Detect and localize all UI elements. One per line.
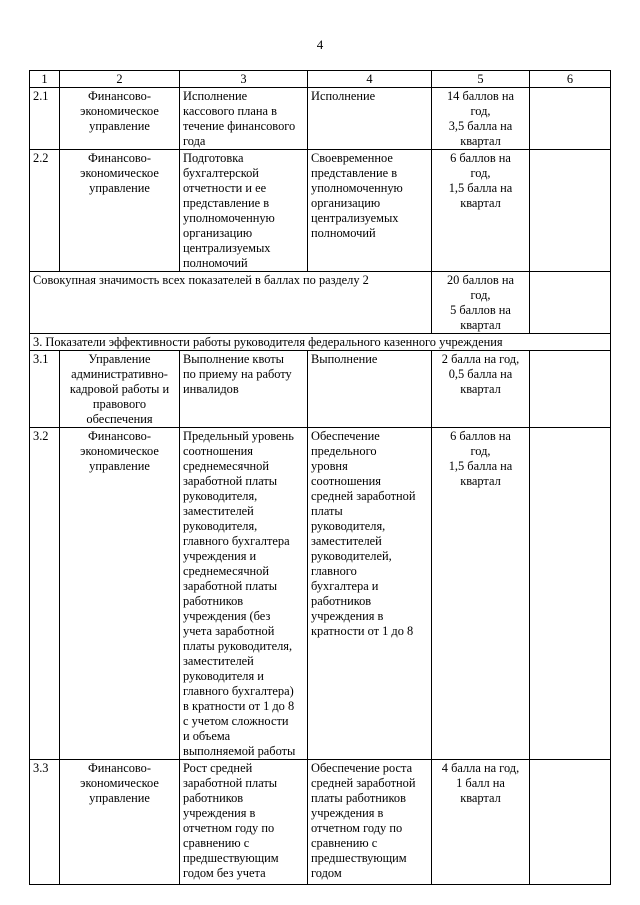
cell-line: годом без учета: [183, 866, 266, 880]
indicator-cell: [180, 351, 308, 428]
header-cell: 6: [530, 71, 611, 88]
cell-line: среднемесячной: [183, 459, 270, 473]
points-cell: [432, 88, 530, 150]
cell-line: платы работников: [311, 791, 406, 805]
cell-line: руководителя,: [183, 519, 258, 533]
cell-line: работников: [183, 791, 244, 805]
cell-line: Исполнение: [311, 89, 376, 103]
cell-line: управление: [89, 119, 150, 133]
cell-line: учреждения в: [183, 806, 256, 820]
cell-line: руководителей,: [311, 549, 392, 563]
row-number: 3.2: [30, 428, 60, 760]
cell-line: учета заработной: [183, 624, 275, 638]
page-number: 4: [316, 37, 324, 52]
cell-line: экономическое: [80, 166, 159, 180]
cell-line: Исполнение: [183, 89, 248, 103]
header-cell: 4: [308, 71, 432, 88]
cell-line: кассового плана в: [183, 104, 277, 118]
header-cell: 5: [432, 71, 530, 88]
cell-line: кратности от 1 до 8: [311, 624, 414, 638]
cell-line: заместителей: [183, 654, 254, 668]
table-row: [30, 760, 611, 885]
cell-line: Рост средней: [183, 761, 253, 775]
cell-line: год,: [470, 444, 491, 458]
cell-line: сравнению с: [311, 836, 378, 850]
cell-line: средней заработной: [311, 489, 416, 503]
cell-line: квартал: [460, 318, 501, 332]
cell-line: работников: [183, 594, 244, 608]
cell-line: Выполнение квоты: [183, 352, 284, 366]
cell-line: управление: [89, 791, 150, 805]
cell-line: заместителей: [311, 534, 382, 548]
cell-line: Финансово-: [88, 89, 151, 103]
points-cell: [432, 150, 530, 272]
cell-line: заработной платы: [183, 776, 278, 790]
cell-line: административно-: [71, 367, 168, 381]
section-3-title: 3. Показатели эффективности работы руководителя федерального казенного учреждения: [30, 334, 611, 351]
cell-line: Выполнение: [311, 352, 378, 366]
cell-line: руководителя,: [183, 489, 258, 503]
empty-cell: [530, 88, 611, 150]
cell-line: Финансово-: [88, 761, 151, 775]
cell-line: Финансово-: [88, 151, 151, 165]
cell-line: 2 балла на год,: [441, 352, 520, 366]
cell-line: платы руководителя,: [183, 639, 293, 653]
cell-line: инвалидов: [183, 382, 239, 396]
points-cell: [432, 351, 530, 428]
cell-line: по приему на работу: [183, 367, 292, 381]
cell-line: соотношения: [311, 474, 381, 488]
cell-line: предшествующим: [311, 851, 407, 865]
cell-line: главного бухгалтера): [183, 684, 294, 698]
criteria-cell: [308, 760, 432, 885]
cell-line: платы: [311, 504, 343, 518]
cell-line: руководителя,: [311, 519, 386, 533]
summary-label: Совокупная значимость всех показателей в баллах по разделу 2: [30, 272, 432, 334]
cell-line: представление в: [183, 196, 270, 210]
cell-line: 6 баллов на: [450, 151, 511, 165]
cell-line: 0,5 балла на: [448, 367, 513, 381]
department-cell: [60, 760, 180, 885]
criteria-cell: [308, 428, 432, 760]
cell-line: 20 баллов на: [446, 273, 515, 287]
cell-line: экономическое: [80, 444, 159, 458]
cell-line: правового: [92, 397, 147, 411]
summary-points: [432, 272, 530, 334]
indicator-cell: [180, 88, 308, 150]
cell-line: течение финансового: [183, 119, 296, 133]
cell-line: года: [183, 134, 206, 148]
cell-line: бухгалтерской: [183, 166, 259, 180]
section-heading-row: [30, 334, 611, 351]
cell-line: годом: [311, 866, 342, 880]
header-cell: 3: [180, 71, 308, 88]
cell-line: заработной платы: [183, 474, 278, 488]
cell-line: главного бухгалтера: [183, 534, 290, 548]
cell-line: квартал: [460, 474, 501, 488]
row-number: 3.3: [30, 760, 60, 885]
cell-line: 1,5 балла на: [448, 181, 513, 195]
cell-line: заработной платы: [183, 579, 278, 593]
cell-line: квартал: [460, 382, 501, 396]
cell-line: бухгалтера и: [311, 579, 379, 593]
cell-line: 14 баллов на: [446, 89, 515, 103]
indicator-cell: [180, 760, 308, 885]
cell-line: экономическое: [80, 776, 159, 790]
cell-line: Обеспечение: [311, 429, 380, 443]
department-cell: [60, 150, 180, 272]
cell-line: средней заработной: [311, 776, 416, 790]
cell-line: отчетном году по: [183, 821, 275, 835]
criteria-cell: [308, 88, 432, 150]
cell-line: год,: [470, 288, 491, 302]
indicator-cell: [180, 428, 308, 760]
cell-line: отчетном году по: [311, 821, 403, 835]
cell-line: учреждения в: [311, 609, 384, 623]
cell-line: уровня: [311, 459, 348, 473]
cell-line: 1 балл на: [456, 776, 505, 790]
department-cell: [60, 351, 180, 428]
indicator-cell: [180, 150, 308, 272]
summary-row: [30, 272, 611, 334]
cell-line: Предельный уровень: [183, 429, 294, 443]
cell-line: учреждения в: [311, 806, 384, 820]
cell-line: организацию: [311, 196, 381, 210]
cell-line: обеспечения: [86, 412, 153, 426]
department-cell: [60, 428, 180, 760]
cell-line: учреждения и: [183, 549, 257, 563]
cell-line: в кратности от 1 до 8: [183, 699, 295, 713]
cell-line: предельного: [311, 444, 377, 458]
criteria-cell: [308, 351, 432, 428]
cell-line: работников: [311, 594, 372, 608]
cell-line: управление: [89, 459, 150, 473]
department-cell: [60, 88, 180, 150]
cell-line: и объема: [183, 729, 231, 743]
header-cell: 1: [30, 71, 60, 88]
table-row: [30, 351, 611, 428]
empty-cell: [530, 272, 611, 334]
cell-line: квартал: [460, 196, 501, 210]
cell-line: 6 баллов на: [450, 429, 511, 443]
cell-line: учреждения (без: [183, 609, 271, 623]
header-row: [30, 71, 611, 88]
cell-line: Управление: [88, 352, 151, 366]
points-cell: [432, 760, 530, 885]
cell-line: централизуемых: [183, 241, 271, 255]
cell-line: соотношения: [183, 444, 253, 458]
row-number: 3.1: [30, 351, 60, 428]
cell-line: год,: [470, 166, 491, 180]
cell-line: уполномоченную: [183, 211, 275, 225]
empty-cell: [530, 351, 611, 428]
cell-line: 4 балла на год,: [441, 761, 520, 775]
cell-line: с учетом сложности: [183, 714, 289, 728]
empty-cell: [530, 150, 611, 272]
cell-line: централизуемых: [311, 211, 399, 225]
row-number: 2.1: [30, 88, 60, 150]
cell-line: квартал: [460, 791, 501, 805]
cell-line: экономическое: [80, 104, 159, 118]
cell-line: уполномоченную: [311, 181, 403, 195]
cell-line: квартал: [460, 134, 501, 148]
table-row: [30, 428, 611, 760]
cell-line: предшествующим: [183, 851, 279, 865]
empty-cell: [530, 428, 611, 760]
cell-line: Своевременное: [311, 151, 393, 165]
points-cell: [432, 428, 530, 760]
cell-line: представление в: [311, 166, 398, 180]
header-cell: 2: [60, 71, 180, 88]
criteria-cell: [308, 150, 432, 272]
cell-line: 5 баллов на: [450, 303, 511, 317]
table-row: [30, 150, 611, 272]
row-number: 2.2: [30, 150, 60, 272]
table-row: [30, 88, 611, 150]
cell-line: сравнению с: [183, 836, 250, 850]
cell-line: отчетности и ее: [183, 181, 267, 195]
cell-line: 1,5 балла на: [448, 459, 513, 473]
cell-line: среднемесячной: [183, 564, 270, 578]
cell-line: заместителей: [183, 504, 254, 518]
indicators-table: [29, 70, 611, 885]
cell-line: 3,5 балла на: [448, 119, 513, 133]
cell-line: кадровой работы и: [69, 382, 170, 396]
cell-line: Финансово-: [88, 429, 151, 443]
cell-line: год,: [470, 104, 491, 118]
cell-line: организацию: [183, 226, 253, 240]
empty-cell: [530, 760, 611, 885]
cell-line: полномочий: [311, 226, 376, 240]
cell-line: управление: [89, 181, 150, 195]
cell-line: выполняемой работы: [183, 744, 296, 758]
cell-line: руководителя и: [183, 669, 264, 683]
cell-line: Подготовка: [183, 151, 244, 165]
cell-line: полномочий: [183, 256, 248, 270]
cell-line: главного: [311, 564, 357, 578]
cell-line: Обеспечение роста: [311, 761, 413, 775]
